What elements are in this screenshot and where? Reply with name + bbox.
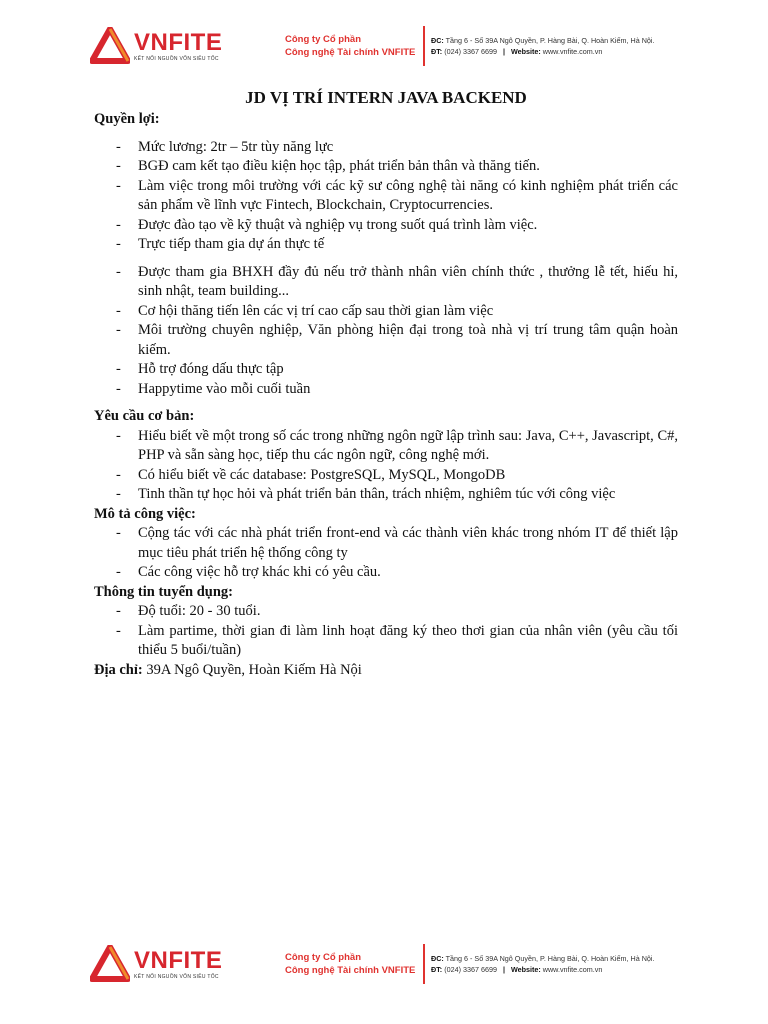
company-address-line: [431, 953, 654, 964]
company-logo: [90, 939, 280, 989]
address-label: ĐC:: [431, 954, 444, 963]
website-label: Website:: [510, 965, 541, 974]
list-item: - Cơ hội thăng tiến lên các vị trí cao cấp sau thời gian làm việc: [94, 302, 678, 322]
company-name: [285, 33, 423, 59]
letterhead-divider: [423, 944, 425, 984]
recruitment-list: [94, 602, 678, 661]
company-name-line2: Công nghệ Tài chính VNFITE: [285, 965, 416, 976]
company-phone: (024) 3367 6699: [444, 47, 497, 56]
company-address-line: [431, 35, 654, 46]
company-website[interactable]: www.vnfite.com.vn: [542, 47, 603, 56]
company-name-line2: Công nghệ Tài chính VNFITE: [285, 47, 416, 58]
list-item: - Được tham gia BHXH đầy đủ nếu trở thành nhân viên chính thức , thưởng lễ tết, hiếu hỉ, sinh nhật, team building...: [94, 263, 678, 302]
letterhead-divider: [423, 26, 425, 66]
recruitment-heading: Thông tin tuyển dụng:: [94, 583, 234, 600]
workplace-address: [94, 661, 678, 681]
benefits-heading: Quyền lợi:: [94, 111, 160, 127]
contact-separator: |: [502, 965, 505, 974]
list-item: - Được đào tạo về kỹ thuật và nghiệp vụ trong suốt quá trình làm việc.: [94, 216, 678, 236]
company-contact: [431, 35, 654, 57]
company-phone: (024) 3367 6699: [444, 965, 497, 974]
brand-name: VNFITE: [134, 28, 223, 56]
list-item: - Có hiểu biết về các database: PostgreSQL, MySQL, MongoDB: [94, 466, 678, 486]
requirements-list: [94, 427, 678, 505]
list-item: - Cộng tác với các nhà phát triển front-end và các thành viên khác trong nhóm IT để thiết lập mục tiêu phát triển hệ thống công ty: [94, 524, 678, 563]
company-phone-line: [431, 46, 654, 57]
list-item: - Mức lương: 2tr – 5tr tùy năng lực: [94, 138, 678, 158]
description-heading: Mô tả công việc:: [94, 505, 196, 522]
requirements-heading: Yêu cầu cơ bản:: [94, 408, 195, 424]
company-website[interactable]: www.vnfite.com.vn: [542, 965, 603, 974]
contact-separator: |: [502, 47, 505, 56]
phone-label: ĐT:: [431, 965, 443, 974]
company-address: Tầng 6 - Số 39A Ngô Quyền, P. Hàng Bài, Q. Hoàn Kiếm, Hà Nội.: [445, 36, 655, 45]
vnfite-logo-icon: [90, 27, 130, 65]
vnfite-logo-icon: [90, 945, 130, 983]
list-item: - Độ tuổi: 20 - 30 tuổi.: [94, 602, 678, 622]
brand-slogan: KẾT NỐI NGUỒN VỐN SIÊU TỐC: [134, 973, 219, 980]
company-logo: [90, 21, 280, 71]
workplace-address-label: Địa chỉ:: [94, 661, 143, 678]
list-item: - Tinh thần tự học hỏi và phát triển bản thân, trách nhiệm, nghiêm túc với công việc: [94, 485, 678, 505]
address-label: ĐC:: [431, 36, 444, 45]
company-name-line1: Công ty Cổ phần: [285, 952, 361, 963]
document-title: JD VỊ TRÍ INTERN JAVA BACKEND: [245, 88, 527, 107]
company-name: [285, 951, 423, 977]
list-item: - Hiểu biết về một trong số các trong những ngôn ngữ lập trình sau: Java, C++, Javascript, C#, PHP và sẵn sàng học, tiếp thu các ngôn ngữ, công nghệ mới.: [94, 427, 678, 466]
website-label: Website:: [510, 47, 541, 56]
list-item: - BGĐ cam kết tạo điều kiện học tập, phát triển bản thân và thăng tiến.: [94, 157, 678, 177]
workplace-address-value: 39A Ngô Quyền, Hoàn Kiếm Hà Nội: [146, 661, 362, 678]
company-phone-line: [431, 964, 654, 975]
list-item: - Môi trường chuyên nghiệp, Văn phòng hiện đại trong toà nhà vị trí trung tâm quận hoàn kiếm.: [94, 321, 678, 360]
brand-name: VNFITE: [134, 946, 223, 974]
brand-slogan: KẾT NỐI NGUỒN VỐN SIÊU TỐC: [134, 55, 219, 62]
benefits-list-a: [94, 138, 678, 255]
list-item: - Trực tiếp tham gia dự án thực tế: [94, 235, 678, 255]
list-item: - Làm việc trong môi trường với các kỹ sư công nghệ tài năng có kinh nghiệm phát triển các sản phẩm về lĩnh vực Fintech, Blockchain, Cryptocurrencies.: [94, 177, 678, 216]
job-description: [94, 88, 678, 680]
company-contact: [431, 953, 654, 975]
list-item: - Hỗ trợ đóng dấu thực tập: [94, 360, 678, 380]
list-item: - Làm partime, thời gian đi làm linh hoạt đăng ký theo thơi gian của nhân viên (yêu cầu tối thiểu 5 buổi/tuần): [94, 622, 678, 661]
letterhead-bottom: [90, 936, 700, 992]
phone-label: ĐT:: [431, 47, 443, 56]
list-item: - Các công việc hỗ trợ khác khi có yêu cầu.: [94, 563, 678, 583]
benefits-list-b: [94, 263, 678, 400]
description-list: [94, 524, 678, 583]
list-item: - Happytime vào mỗi cuối tuần: [94, 380, 678, 400]
company-address: Tầng 6 - Số 39A Ngô Quyền, P. Hàng Bài, Q. Hoàn Kiếm, Hà Nội.: [445, 954, 655, 963]
company-name-line1: Công ty Cổ phần: [285, 34, 361, 45]
letterhead-top: [90, 18, 700, 74]
